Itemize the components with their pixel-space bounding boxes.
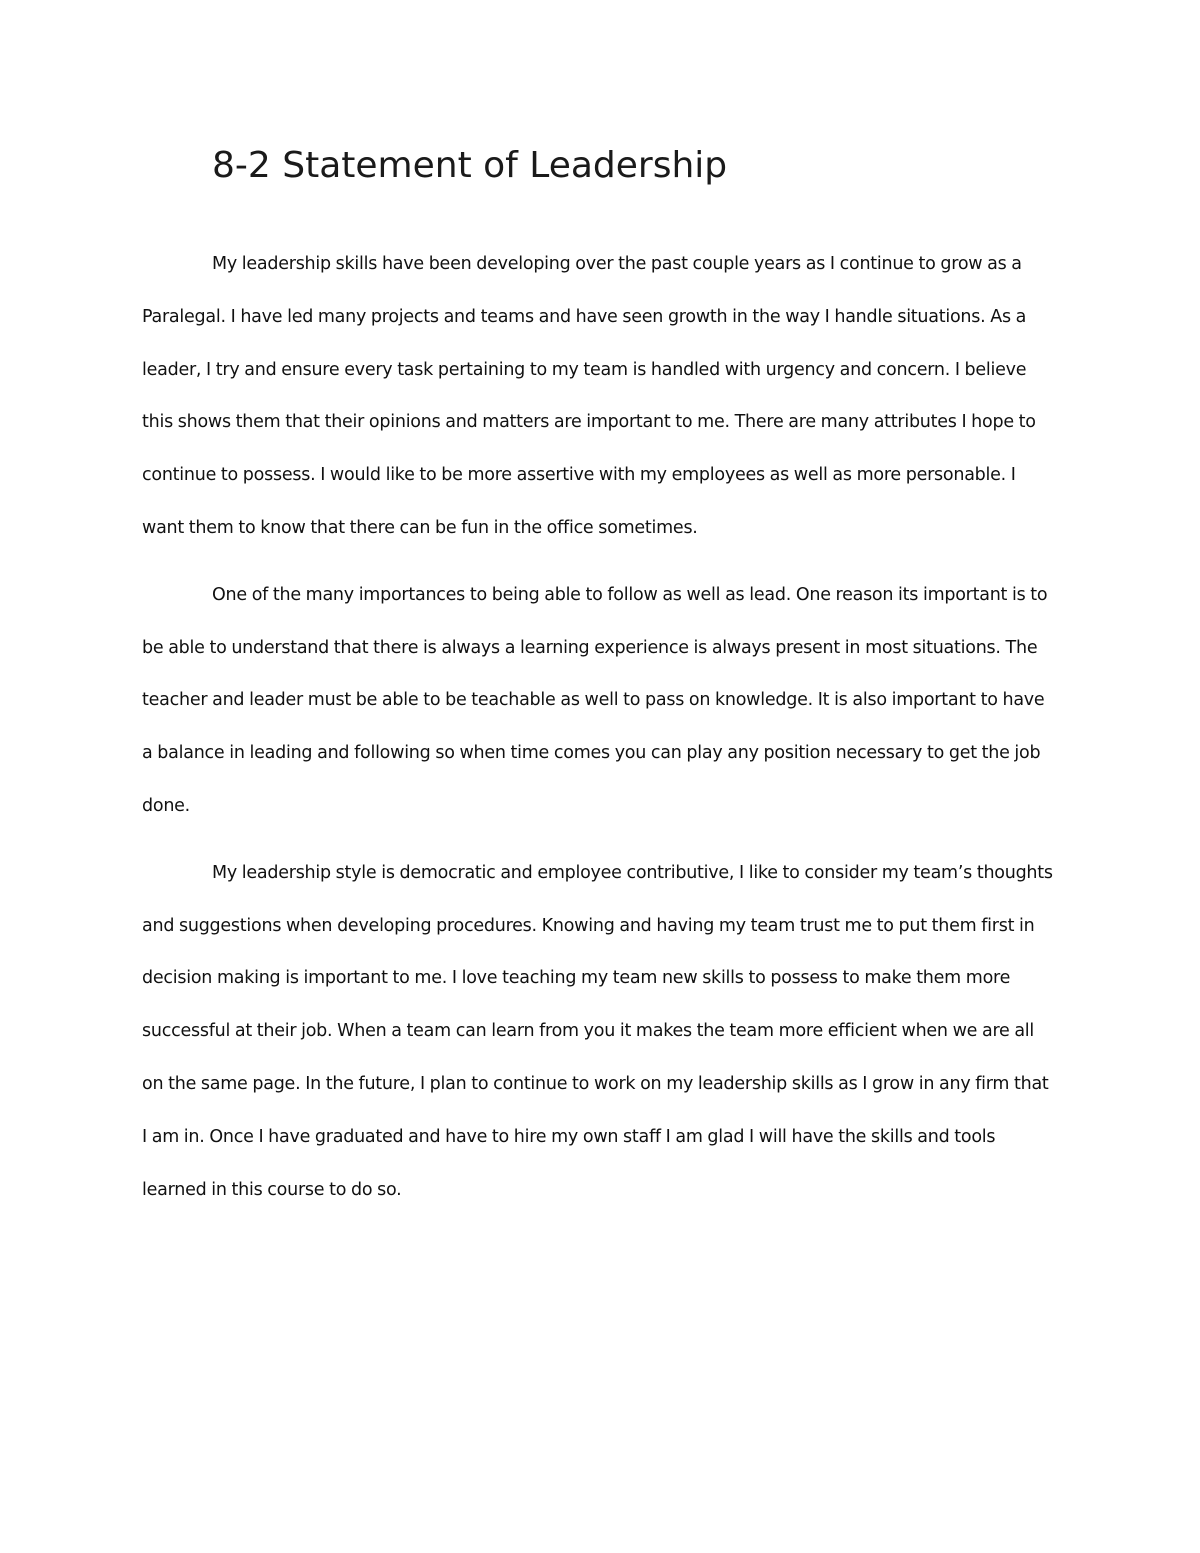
paragraph-2: One of the many importances to being able to follow as well as lead. One reason its important is to be able to understand that there is always a learning experience is always present in most situations. The teacher and leader must be able to be teachable as well to pass on knowledge. It is also important to have a balance in leading and following so when time comes you can play any position necessary to get the job done.: [142, 584, 1048, 816]
paragraph-3: My leadership style is democratic and employee contributive, I like to consider my team’s thoughts and suggestions when developing procedures. Knowing and having my team trust me to put them first in decision making is important to me. I love teaching my team new skills to possess to make them more successful at their job. When a team can learn from you it makes the team more efficient when we are all on the same page. In the future, I plan to continue to work on my leadership skills as I grow in any firm that I am in. Once I have graduated and have to hire my own staff I am glad I will have the skills and tools learned in this course to do so.: [142, 862, 1053, 1200]
document-title: 8-2 Statement of Leadership: [212, 145, 728, 186]
document-body: [142, 238, 1058, 1216]
paragraph-1: My leadership skills have been developing over the past couple years as I continue to grow as a Paralegal. I have led many projects and teams and have seen growth in the way I handle situations. As a leader, I try and ensure every task pertaining to my team is handled with urgency and concern. I believe this shows them that their opinions and matters are important to me. There are many attributes I hope to continue to possess. I would like to be more assertive with my employees as well as more personable. I want them to know that there can be fun in the office sometimes.: [142, 254, 1036, 538]
